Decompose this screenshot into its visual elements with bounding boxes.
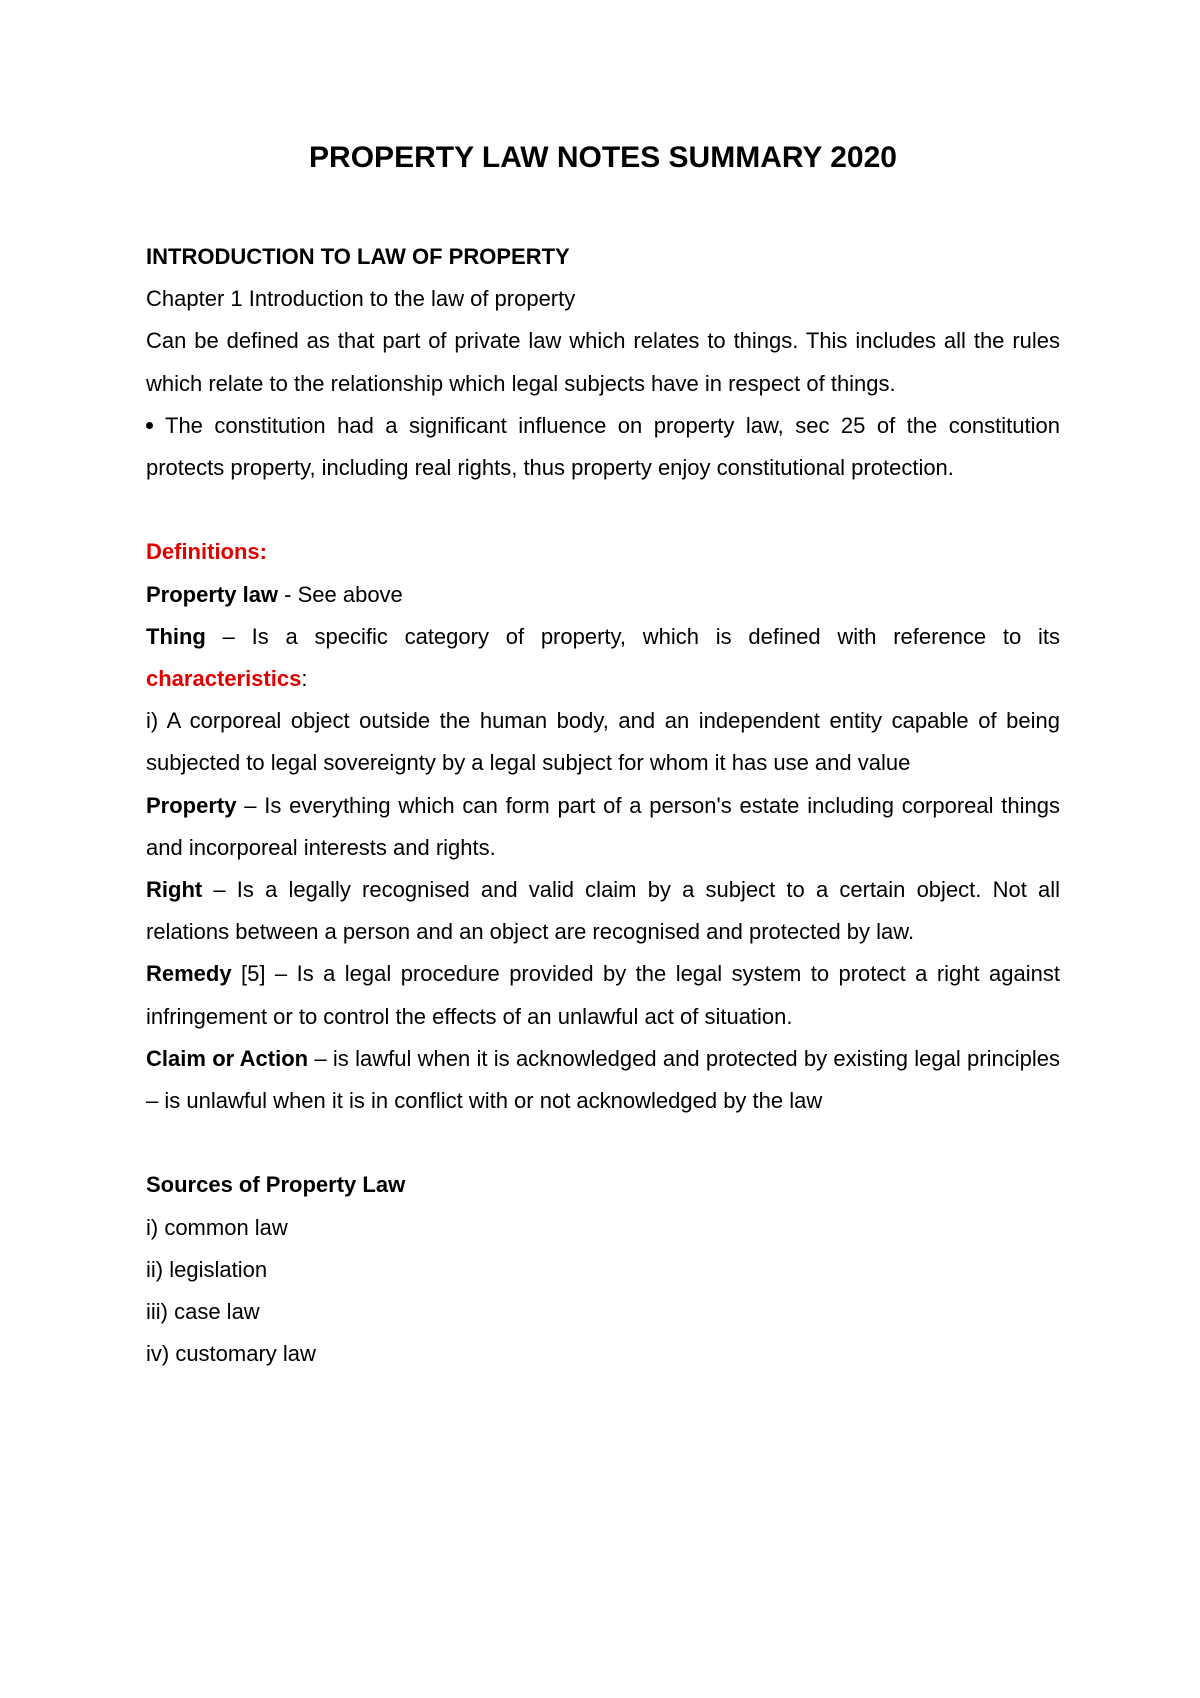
term-characteristics: characteristics (146, 666, 302, 692)
sources-item: ii) legislation (146, 1256, 268, 1282)
intro-heading: INTRODUCTION TO LAW OF PROPERTY (146, 244, 570, 269)
definition-right (146, 869, 1060, 953)
document-body (146, 236, 1060, 1375)
definition-property (146, 785, 1060, 869)
term-remedy: Remedy (146, 961, 232, 987)
definition-thing (146, 616, 1060, 700)
term-property-law: Property law (146, 581, 279, 607)
spacer (146, 489, 1060, 531)
definition-remedy (146, 953, 1060, 1037)
thing-point-i: i) A corporeal object outside the human body, and an independent entity capable of being subjected to legal sovereignty by a legal subject for whom it has use and value (146, 708, 1060, 776)
spacer (146, 1122, 1060, 1164)
term-property: Property (146, 792, 237, 818)
document-title: PROPERTY LAW NOTES SUMMARY 2020 (309, 141, 897, 174)
term-right: Right (146, 877, 203, 903)
text-right: – Is a legally recognised and valid claim by a subject to a certain object. Not all relations between a person and an object are recognised and protected by law. (146, 877, 1060, 945)
text-remedy: [5] – Is a legal procedure provided by the legal system to protect a right against infringement or to control the effects of an unlawful act of situation. (146, 961, 1060, 1029)
bullet-text: The constitution had a significant influence on property law, sec 25 of the constitution protects property, including real rights, thus property enjoy constitutional protection. (146, 412, 1060, 481)
chapter-line: Chapter 1 Introduction to the law of property (146, 286, 576, 312)
definition-property-law (146, 574, 1060, 616)
definitions-heading: Definitions: (146, 539, 267, 565)
text-property: – Is everything which can form part of a person's estate including corporeal things and incorporeal interests and rights. (146, 792, 1060, 860)
term-thing: Thing (146, 623, 206, 649)
colon-characteristics: : (301, 666, 308, 692)
sources-item: iii) case law (146, 1299, 260, 1325)
sources-item: iv) customary law (146, 1341, 316, 1367)
sources-heading: Sources of Property Law (146, 1172, 406, 1198)
definition-claim (146, 1038, 1060, 1122)
text-property-law: - See above (278, 581, 403, 607)
bullet-icon (146, 422, 153, 429)
text-claim: – is lawful when it is acknowledged and protected by existing legal principles – is unlawful when it is in conflict with or not acknowledged by the law (146, 1045, 1060, 1114)
text-thing: – Is a specific category of property, which is defined with reference to its (205, 623, 1060, 649)
sources-item: i) common law (146, 1214, 288, 1240)
term-claim: Claim or Action (146, 1045, 309, 1071)
definition-paragraph: Can be defined as that part of private law which relates to things. This includes all the rules which relate to the relationship which legal subjects have in respect of things. (146, 328, 1060, 396)
bullet-item (146, 405, 1060, 489)
